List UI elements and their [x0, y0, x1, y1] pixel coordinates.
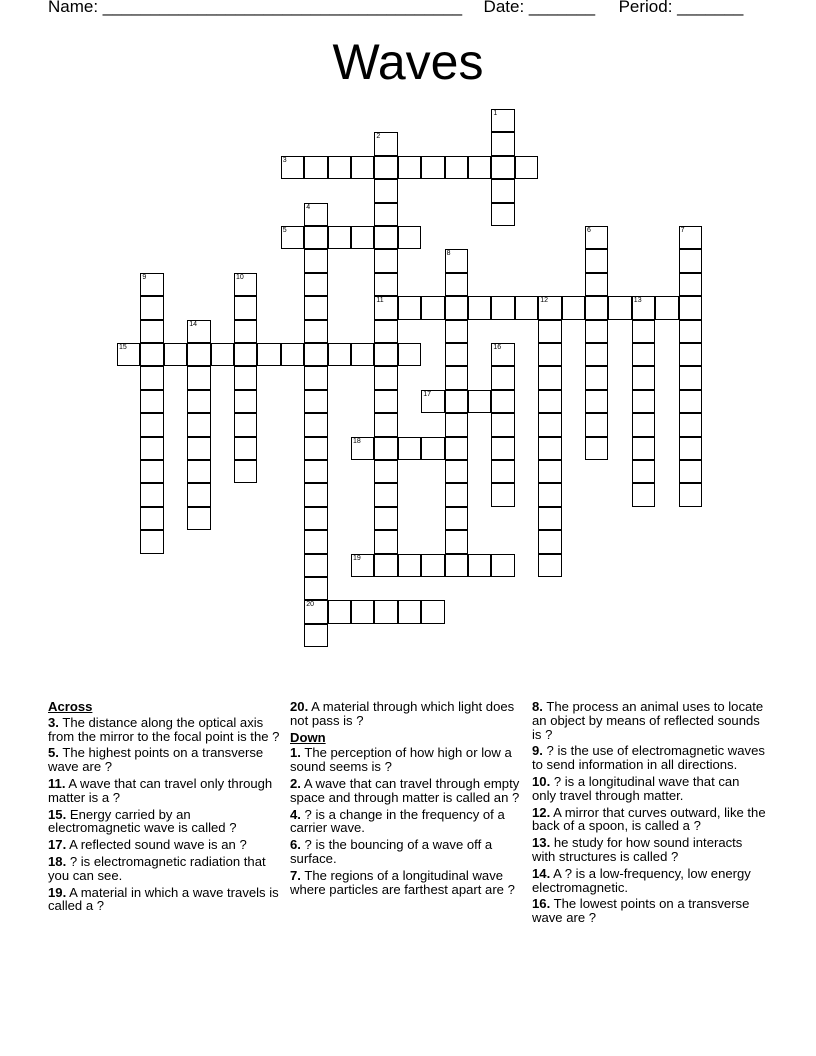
crossword-cell[interactable] [374, 156, 397, 179]
clue-number-label: 15. [48, 806, 67, 822]
crossword-cell[interactable] [304, 366, 327, 389]
crossword-cell[interactable] [632, 483, 655, 506]
crossword-cell[interactable] [117, 343, 140, 366]
crossword-cell[interactable] [468, 554, 491, 577]
crossword-cell[interactable] [632, 296, 655, 319]
crossword-cell[interactable] [398, 156, 421, 179]
crossword-cell[interactable] [234, 437, 257, 460]
crossword-cell[interactable] [445, 156, 468, 179]
crossword-cell[interactable] [585, 296, 608, 319]
crossword-cell[interactable] [234, 343, 257, 366]
crossword-cell[interactable] [585, 366, 608, 389]
crossword-cell[interactable] [187, 366, 210, 389]
clue-number: 6 [587, 227, 591, 234]
clue-number: 10 [236, 273, 244, 281]
clue-text: ? is a longitudinal wave that can only travel through matter. [532, 773, 740, 803]
clue-number-label: 10. [532, 773, 551, 789]
crossword-cell[interactable] [140, 296, 163, 319]
crossword-cell[interactable] [304, 624, 327, 647]
clue-number-label: 5. [48, 745, 59, 761]
crossword-cell[interactable] [140, 530, 163, 553]
crossword-cell[interactable] [421, 296, 444, 319]
crossword-cell[interactable] [398, 226, 421, 249]
crossword-cell[interactable] [351, 600, 374, 623]
crossword-cell[interactable] [398, 343, 421, 366]
crossword-cell[interactable] [679, 343, 702, 366]
crossword-cell[interactable] [374, 343, 397, 366]
crossword-cell[interactable] [515, 156, 538, 179]
clue-number-label: 19. [48, 884, 67, 900]
crossword-cell[interactable] [491, 343, 514, 366]
crossword-cell[interactable] [585, 273, 608, 296]
crossword-cell[interactable] [632, 366, 655, 389]
crossword-cell[interactable] [374, 413, 397, 436]
crossword-cell[interactable] [491, 296, 514, 319]
crossword-cell[interactable] [304, 249, 327, 272]
crossword-cell[interactable] [445, 483, 468, 506]
clue-number: 11 [376, 297, 384, 305]
crossword-cell[interactable] [140, 273, 163, 296]
clue-number: 5 [282, 227, 287, 234]
clue-number-label: 8. [532, 699, 543, 714]
clue-number-label: 2. [290, 775, 301, 791]
crossword-cell[interactable] [538, 437, 561, 460]
crossword-cell[interactable] [304, 460, 327, 483]
crossword-cell[interactable] [374, 226, 397, 249]
clue-text: ? is the bouncing of a wave off a surface. [290, 837, 493, 866]
crossword-cell[interactable] [398, 554, 421, 577]
clue-text: Energy carried by an electromagnetic wave is called ? [48, 806, 237, 836]
clue-number: 12 [540, 297, 548, 305]
clue-text: The process an animal uses to locate an object by means of reflected sounds is ? [532, 699, 764, 742]
down-clue [290, 777, 525, 805]
crossword-cell[interactable] [187, 460, 210, 483]
crossword-cell[interactable] [538, 530, 561, 553]
clue-number-label: 18. [48, 853, 67, 869]
clue-number-label: 9. [532, 743, 543, 759]
clue-text: A wave that can travel through empty space and through matter is called an ? [290, 775, 520, 805]
crossword-cell[interactable] [140, 343, 163, 366]
crossword-cell[interactable] [374, 273, 397, 296]
crossword-cell[interactable] [328, 343, 351, 366]
crossword-cell[interactable] [257, 343, 280, 366]
across-clue [48, 777, 283, 805]
crossword-cell[interactable] [374, 179, 397, 202]
crossword-cell[interactable] [374, 390, 397, 413]
crossword-cell[interactable] [351, 343, 374, 366]
crossword-cell[interactable] [328, 226, 351, 249]
crossword-cell[interactable] [679, 413, 702, 436]
crossword-cell[interactable] [491, 109, 514, 132]
crossword-cell[interactable] [585, 437, 608, 460]
crossword-cell[interactable] [421, 600, 444, 623]
crossword-cell[interactable] [632, 437, 655, 460]
crossword-cell[interactable] [538, 343, 561, 366]
clue-text: A ? is a low-frequency, low energy electromagnetic. [532, 865, 751, 895]
crossword-cell[interactable] [140, 390, 163, 413]
clue-number: 15 [119, 344, 127, 351]
clue-text: The perception of how high or low a sound seems is ? [290, 745, 512, 775]
clue-number: 2 [376, 133, 381, 141]
clue-number: 14 [189, 320, 197, 328]
crossword-cell[interactable] [304, 320, 327, 343]
crossword-cell[interactable] [374, 249, 397, 272]
crossword-cell[interactable] [351, 156, 374, 179]
crossword-cell[interactable] [140, 320, 163, 343]
clue-text: A material through which light does not pass is ? [290, 699, 515, 728]
crossword-cell[interactable] [187, 320, 210, 343]
clue-number: 7 [680, 227, 685, 234]
crossword-cell[interactable] [351, 554, 374, 577]
clue-number: 17 [423, 390, 431, 398]
crossword-cell[interactable] [655, 296, 678, 319]
clue-text: A reflected sound wave is an ? [66, 837, 247, 853]
crossword-cell[interactable] [281, 156, 304, 179]
crossword-cell[interactable] [304, 483, 327, 506]
name-line[interactable]: ______________________________________ [102, 0, 463, 16]
clue-number-label: 7. [290, 867, 301, 883]
crossword-cell[interactable] [538, 554, 561, 577]
crossword-cell[interactable] [351, 226, 374, 249]
crossword-cell[interactable] [679, 366, 702, 389]
crossword-cell[interactable] [538, 320, 561, 343]
down-clue [532, 775, 767, 803]
across-clue [48, 808, 283, 836]
crossword-cell[interactable] [421, 390, 444, 413]
clue-number-label: 4. [290, 806, 301, 822]
clue-number-label: 11. [48, 775, 66, 791]
crossword-cell[interactable] [140, 366, 163, 389]
crossword-cell[interactable] [234, 460, 257, 483]
crossword-cell[interactable] [328, 156, 351, 179]
crossword-cell[interactable] [304, 554, 327, 577]
crossword-cell[interactable] [538, 296, 561, 319]
clue-text: ? is a change in the frequency of a carrier wave. [290, 806, 505, 836]
clue-text: A wave that can travel only through matter is a ? [48, 775, 273, 805]
crossword-cell[interactable] [445, 507, 468, 530]
crossword-cell[interactable] [211, 343, 234, 366]
clues-column-3 [532, 700, 767, 928]
crossword-cell[interactable] [304, 226, 327, 249]
crossword-cell[interactable] [585, 249, 608, 272]
clue-number: 1 [493, 110, 498, 117]
crossword-cell[interactable] [491, 437, 514, 460]
crossword-cell[interactable] [585, 343, 608, 366]
down-clue [532, 867, 767, 895]
worksheet-header [48, 0, 743, 17]
across-clue [290, 700, 525, 728]
crossword-cell[interactable] [679, 390, 702, 413]
crossword-cell[interactable] [304, 390, 327, 413]
clue-number: 3 [282, 156, 287, 164]
clue-number-label: 1. [290, 745, 301, 761]
crossword-cell[interactable] [328, 600, 351, 623]
down-clue [532, 836, 767, 864]
crossword-cell[interactable] [468, 390, 491, 413]
page-title: Waves [332, 34, 484, 90]
down-clue [290, 746, 525, 774]
crossword-cell[interactable] [632, 320, 655, 343]
crossword-cell[interactable] [491, 179, 514, 202]
crossword-cell[interactable] [374, 507, 397, 530]
clue-number: 18 [353, 437, 361, 445]
crossword-cell[interactable] [140, 483, 163, 506]
down-clue [532, 744, 767, 772]
crossword-cell[interactable] [140, 507, 163, 530]
crossword-cell[interactable] [164, 343, 187, 366]
clue-text: ? is electromagnetic radiation that you can see. [48, 853, 266, 883]
clue-text: he study for how sound interacts with structures is called ? [532, 835, 743, 864]
crossword-cell[interactable] [445, 296, 468, 319]
clue-text: The highest points on a transverse wave are ? [48, 745, 264, 775]
clue-number: 19 [353, 554, 361, 562]
crossword-cell[interactable] [187, 483, 210, 506]
crossword-cell[interactable] [515, 296, 538, 319]
crossword-cell[interactable] [304, 600, 327, 623]
down-heading: Down [290, 729, 326, 745]
crossword-cell[interactable] [679, 320, 702, 343]
crossword-cell[interactable] [304, 530, 327, 553]
clues-column-2 [290, 700, 525, 899]
crossword-cell[interactable] [538, 483, 561, 506]
crossword-cell[interactable] [281, 343, 304, 366]
clue-number: 8 [446, 250, 451, 258]
crossword-cell[interactable] [187, 343, 210, 366]
crossword-cell[interactable] [187, 390, 210, 413]
clue-number-label: 14. [532, 865, 551, 881]
crossword-cell[interactable] [351, 437, 374, 460]
crossword-cell[interactable] [679, 249, 702, 272]
crossword-cell[interactable] [632, 413, 655, 436]
clue-number: 4 [306, 203, 311, 211]
crossword-cell[interactable] [234, 273, 257, 296]
clue-number: 16 [493, 344, 502, 351]
crossword-cell[interactable] [304, 437, 327, 460]
crossword-cell[interactable] [445, 390, 468, 413]
crossword-cell[interactable] [374, 600, 397, 623]
clue-number-label: 20. [290, 699, 309, 714]
crossword-cell[interactable] [398, 296, 421, 319]
crossword-cell[interactable] [491, 390, 514, 413]
clue-number: 20 [306, 601, 314, 609]
crossword-cell[interactable] [491, 460, 514, 483]
clue-number-label: 17. [48, 837, 67, 853]
crossword-cell[interactable] [585, 390, 608, 413]
crossword-cell[interactable] [585, 226, 608, 249]
crossword-cell[interactable] [608, 296, 631, 319]
crossword-cell[interactable] [374, 366, 397, 389]
crossword-cell[interactable] [491, 132, 514, 155]
crossword-cell[interactable] [679, 483, 702, 506]
crossword-cell[interactable] [374, 320, 397, 343]
crossword-cell[interactable] [304, 343, 327, 366]
crossword-cell[interactable] [234, 296, 257, 319]
crossword-cell[interactable] [234, 413, 257, 436]
crossword-cell[interactable] [421, 554, 444, 577]
down-clue [532, 897, 767, 925]
crossword-cell[interactable] [304, 273, 327, 296]
crossword-cell[interactable] [374, 132, 397, 155]
crossword-cell[interactable] [398, 437, 421, 460]
period-label: Period: [618, 0, 678, 16]
down-clue [290, 869, 525, 897]
crossword-cell[interactable] [304, 203, 327, 226]
crossword-cell[interactable] [187, 507, 210, 530]
crossword-cell[interactable] [445, 413, 468, 436]
down-clue [532, 700, 767, 741]
crossword-cell[interactable] [445, 249, 468, 272]
crossword-cell[interactable] [140, 460, 163, 483]
crossword-cell[interactable] [187, 437, 210, 460]
crossword-cell[interactable] [679, 226, 702, 249]
crossword-cell[interactable] [538, 507, 561, 530]
crossword-cell[interactable] [374, 530, 397, 553]
crossword-cell[interactable] [538, 390, 561, 413]
crossword-cell[interactable] [538, 460, 561, 483]
crossword-cell[interactable] [679, 437, 702, 460]
down-clue [290, 808, 525, 836]
crossword-cell[interactable] [445, 273, 468, 296]
crossword-cell[interactable] [632, 343, 655, 366]
crossword-cell[interactable] [468, 156, 491, 179]
crossword-cell[interactable] [421, 156, 444, 179]
clue-number-label: 13. [532, 835, 551, 851]
crossword-cell[interactable] [304, 156, 327, 179]
crossword-cell[interactable] [374, 460, 397, 483]
crossword-cell[interactable] [304, 413, 327, 436]
crossword-cell[interactable] [281, 226, 304, 249]
across-clue [48, 886, 283, 914]
crossword-cell[interactable] [632, 460, 655, 483]
crossword-cell[interactable] [491, 156, 514, 179]
crossword-cell[interactable] [234, 390, 257, 413]
crossword-cell[interactable] [491, 554, 514, 577]
crossword-cell[interactable] [374, 203, 397, 226]
crossword-cell[interactable] [374, 437, 397, 460]
clue-text: A material in which a wave travels is called a ? [48, 884, 279, 914]
clue-text: The distance along the optical axis from the mirror to the focal point is the ? [48, 714, 280, 744]
crossword-cell[interactable] [374, 296, 397, 319]
crossword-cell[interactable] [374, 554, 397, 577]
crossword-cell[interactable] [445, 554, 468, 577]
crossword-grid [117, 109, 702, 649]
crossword-cell[interactable] [468, 296, 491, 319]
crossword-cell[interactable] [491, 483, 514, 506]
crossword-cell[interactable] [140, 437, 163, 460]
down-clue [290, 838, 525, 866]
clue-number: 9 [142, 273, 147, 281]
crossword-cell[interactable] [140, 413, 163, 436]
crossword-cell[interactable] [187, 413, 210, 436]
across-clue [48, 838, 283, 852]
crossword-cell[interactable] [398, 600, 421, 623]
across-heading: Across [48, 699, 93, 714]
crossword-cell[interactable] [445, 343, 468, 366]
clue-number-label: 12. [532, 804, 551, 820]
crossword-cell[interactable] [585, 413, 608, 436]
crossword-cell[interactable] [679, 296, 702, 319]
date-label: Date: [483, 0, 529, 16]
clue-text: A mirror that curves outward, like the back of a spoon, is called a ? [532, 804, 766, 834]
crossword-cell[interactable] [491, 413, 514, 436]
crossword-cell[interactable] [445, 530, 468, 553]
crossword-cell[interactable] [304, 507, 327, 530]
crossword-cell[interactable] [562, 296, 585, 319]
name-label: Name: [48, 0, 103, 16]
crossword-cell[interactable] [234, 366, 257, 389]
clues-column-1 [48, 700, 283, 916]
period-line[interactable]: _______ [677, 0, 744, 16]
across-clue [48, 855, 283, 883]
crossword-cell[interactable] [445, 437, 468, 460]
crossword-cell[interactable] [538, 366, 561, 389]
clue-text: ? is the use of electromagnetic waves to send information in all directions. [532, 743, 765, 773]
crossword-cell[interactable] [445, 366, 468, 389]
crossword-cell[interactable] [679, 460, 702, 483]
crossword-cell[interactable] [374, 483, 397, 506]
crossword-cell[interactable] [491, 366, 514, 389]
crossword-cell[interactable] [304, 577, 327, 600]
clue-number: 13 [633, 297, 642, 305]
crossword-cell[interactable] [538, 413, 561, 436]
crossword-cell[interactable] [421, 437, 444, 460]
crossword-cell[interactable] [585, 320, 608, 343]
clue-number-label: 16. [532, 896, 551, 912]
down-clue [532, 806, 767, 834]
clue-text: The regions of a longitudinal wave where particles are farthest apart are ? [290, 867, 515, 897]
crossword-cell[interactable] [445, 320, 468, 343]
crossword-cell[interactable] [445, 460, 468, 483]
crossword-cell[interactable] [679, 273, 702, 296]
crossword-cell[interactable] [491, 203, 514, 226]
crossword-cell[interactable] [632, 390, 655, 413]
across-clue [48, 716, 283, 744]
crossword-cell[interactable] [234, 320, 257, 343]
clue-text: The lowest points on a transverse wave are ? [532, 896, 750, 926]
clue-number-label: 6. [290, 837, 301, 853]
crossword-cell[interactable] [304, 296, 327, 319]
date-line[interactable]: _______ [528, 0, 596, 16]
across-clue [48, 746, 283, 774]
clue-number-label: 3. [48, 714, 59, 730]
